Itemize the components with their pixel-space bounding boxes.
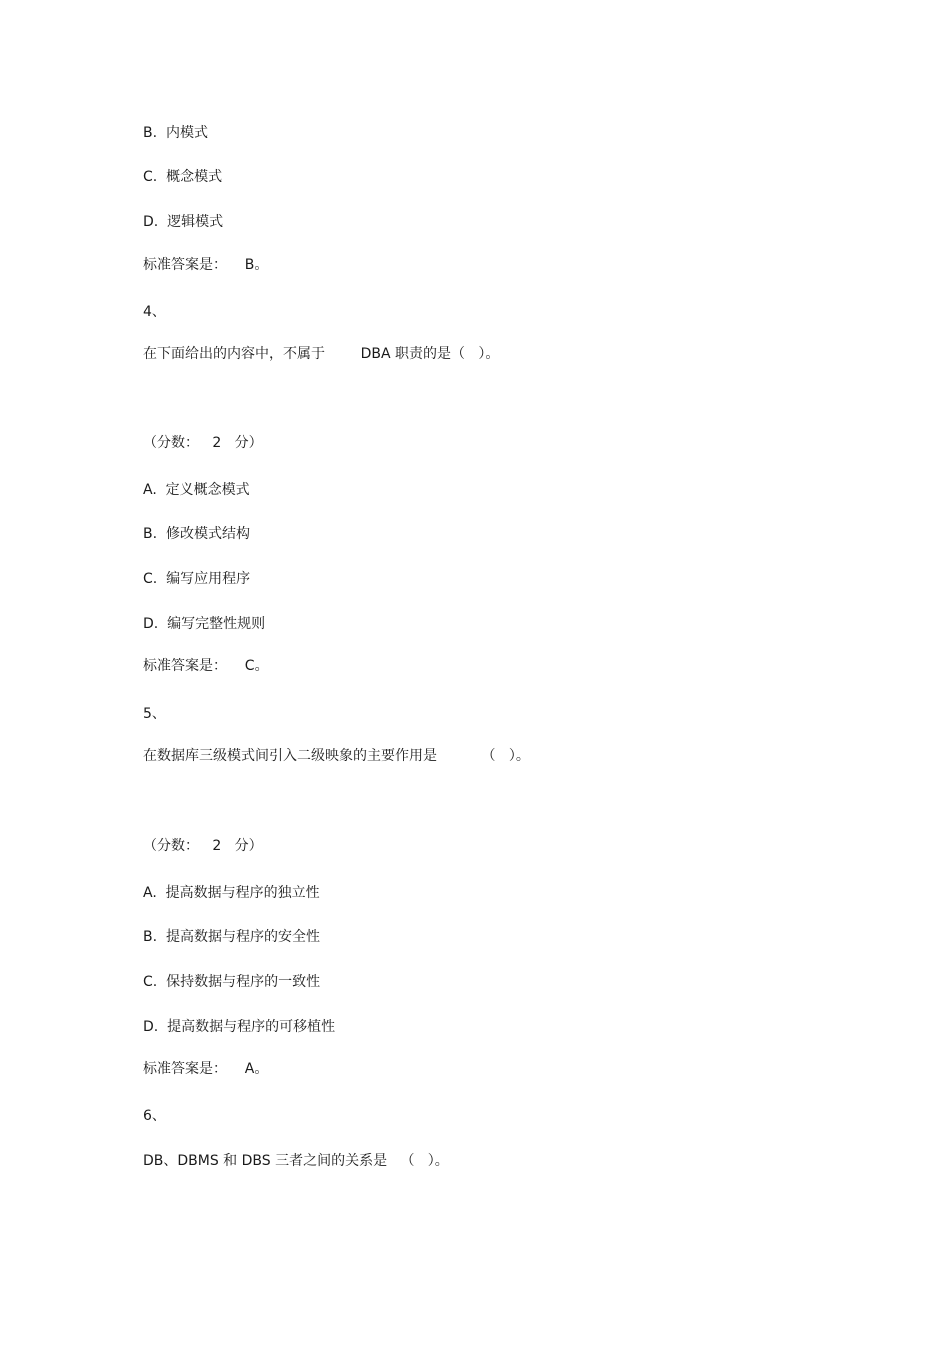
answer-q5: 标准答案是： A。 (143, 1061, 269, 1077)
option-b-q4: B. 修改模式结构 (143, 526, 250, 542)
option-c-conceptual-schema: C. 概念模式 (143, 169, 223, 185)
answer-q4: 标准答案是： C。 (143, 658, 269, 674)
score-q4: （分数： 2 分） (143, 435, 263, 451)
option-a-q4: A. 定义概念模式 (143, 482, 250, 498)
option-c-q4: C. 编写应用程序 (143, 571, 251, 587)
question-number-4: 4、 (143, 304, 166, 320)
option-d-logical-schema: D. 逻辑模式 (143, 214, 224, 230)
question-text-5: 在数据库三级模式间引入二级映象的主要作用是 （ ）。 (143, 748, 530, 764)
option-b-internal-schema: B. 内模式 (143, 125, 208, 141)
answer-q3: 标准答案是： B。 (143, 257, 269, 273)
question-text-4: 在下面给出的内容中，不属于 DBA 职责的是（ ）。 (143, 346, 500, 362)
question-number-6: 6、 (143, 1108, 166, 1124)
option-c-q5: C. 保持数据与程序的一致性 (143, 974, 321, 990)
option-d-q5: D. 提高数据与程序的可移植性 (143, 1019, 336, 1035)
question-text-6: DB、DBMS 和 DBS 三者之间的关系是 （ ）。 (143, 1153, 449, 1169)
option-b-q5: B. 提高数据与程序的安全性 (143, 929, 320, 945)
option-a-q5: A. 提高数据与程序的独立性 (143, 885, 320, 901)
score-q5: （分数： 2 分） (143, 838, 263, 854)
question-number-5: 5、 (143, 706, 166, 722)
option-d-q4: D. 编写完整性规则 (143, 616, 266, 632)
